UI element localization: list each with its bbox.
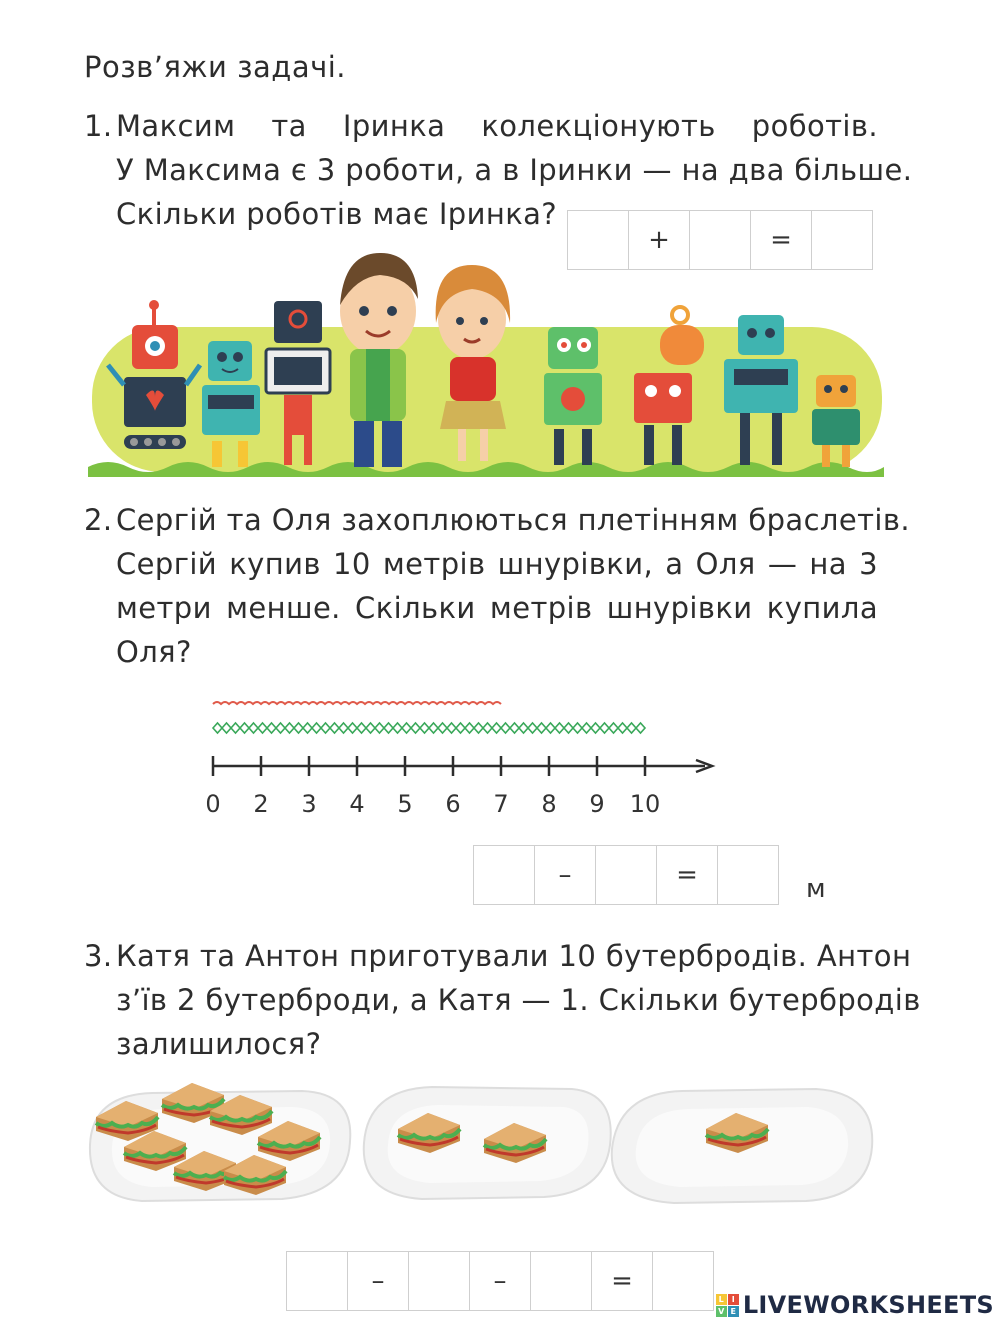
braid-link [267, 723, 276, 733]
braid-link [555, 723, 564, 733]
braid-link [573, 723, 582, 733]
braid-link [294, 723, 303, 733]
braid-link [240, 723, 249, 733]
task-2-answer-box-1[interactable] [473, 845, 535, 905]
page-heading: Розв’яжи задачі. [84, 50, 347, 84]
task-3-equals-sign: = [591, 1251, 653, 1311]
task-2-answer-box-2[interactable] [595, 845, 657, 905]
number-line-label: 3 [301, 790, 317, 818]
task-3-number: 3. [84, 939, 113, 973]
braid-link [483, 723, 492, 733]
task-3-minus-sign-1: – [347, 1251, 409, 1311]
braid-link [384, 723, 393, 733]
task-3-answer-box-2[interactable] [408, 1251, 470, 1311]
braid-link [339, 723, 348, 733]
braid-link [393, 723, 402, 733]
braid-link [564, 723, 573, 733]
sandwich-plates-illustration [82, 1075, 882, 1215]
braid-link [411, 723, 420, 733]
task-2-line-1: Сергій та Оля захоплюються плетінням браслетів. [116, 503, 910, 537]
plate-2 [364, 1087, 611, 1199]
braid-link [276, 723, 285, 733]
braid-link [609, 723, 618, 733]
olya-cord-wave [213, 702, 501, 704]
task-3-minus-sign-2: – [469, 1251, 531, 1311]
robots-illustration [88, 245, 884, 477]
braid-link [591, 723, 600, 733]
braid-link [375, 723, 384, 733]
braid-link [429, 723, 438, 733]
braid-link [402, 723, 411, 733]
number-line-label: 2 [253, 790, 269, 818]
liveworksheets-logo-icon: L I V E [716, 1294, 739, 1317]
sergiy-cord-braid [213, 723, 645, 733]
number-line-label: 9 [589, 790, 605, 818]
braid-link [528, 723, 537, 733]
braid-link [582, 723, 591, 733]
task-2 [84, 498, 910, 678]
task-2-number: 2. [84, 503, 113, 537]
task-1-plus-sign: + [628, 210, 690, 270]
task-2-line-2: Сергій купив 10 метрів шнурівки, а Оля — на 3 [116, 547, 878, 581]
braid-link [501, 723, 510, 733]
braid-link [447, 723, 456, 733]
braid-link [348, 723, 357, 733]
task-2-line-4: Оля? [116, 635, 192, 669]
task-2-unit: м [806, 874, 826, 904]
task-2-answer-row [473, 845, 779, 905]
braid-link [510, 723, 519, 733]
number-line-label: 6 [445, 790, 461, 818]
braid-link [303, 723, 312, 733]
number-line-label: 8 [541, 790, 557, 818]
braid-link [357, 723, 366, 733]
task-3-answer-box-3[interactable] [530, 1251, 592, 1311]
task-2-answer-box-3[interactable] [717, 845, 779, 905]
braid-link [636, 723, 645, 733]
task-3 [84, 934, 921, 1074]
task-2-minus-sign: – [534, 845, 596, 905]
liveworksheets-brand[interactable] [716, 1291, 994, 1319]
braid-link [366, 723, 375, 733]
number-line-labels [200, 790, 730, 822]
braid-link [249, 723, 258, 733]
braid-link [465, 723, 474, 733]
braid-link [231, 723, 240, 733]
braid-link [330, 723, 339, 733]
number-line-label: 7 [493, 790, 509, 818]
liveworksheets-wordmark: LIVEWORKSHEETS [742, 1291, 994, 1319]
task-3-answer-row [286, 1251, 714, 1311]
number-line-label: 5 [397, 790, 413, 818]
braid-link [456, 723, 465, 733]
task-2-line-3: метри менше. Скільки метрів шнурівки купила [116, 591, 878, 625]
braid-link [537, 723, 546, 733]
braid-link [474, 723, 483, 733]
task-1-equals-sign: = [750, 210, 812, 270]
task-1-line-3: Скільки роботів має Іринка? [116, 197, 558, 231]
braid-link [618, 723, 627, 733]
number-line-label: 10 [629, 790, 661, 818]
task-1-line-1: Максим та Іринка колекціонують роботів. [116, 109, 878, 143]
task-3-line-3: залишилося? [116, 1027, 322, 1061]
braid-link [546, 723, 555, 733]
braid-link [285, 723, 294, 733]
task-2-equals-sign: = [656, 845, 718, 905]
number-line-label: 0 [205, 790, 221, 818]
task-3-line-2: з’їв 2 бутерброди, а Катя — 1. Скільки бутербродів [116, 983, 921, 1017]
braid-link [222, 723, 231, 733]
task-3-answer-box-1[interactable] [286, 1251, 348, 1311]
task-3-line-1: Катя та Антон приготували 10 бутербродів. Антон [116, 939, 912, 973]
braid-link [213, 723, 222, 733]
braid-link [600, 723, 609, 733]
braid-link [312, 723, 321, 733]
plate-1 [90, 1083, 350, 1201]
braid-link [438, 723, 447, 733]
braid-link [519, 723, 528, 733]
braid-link [492, 723, 501, 733]
braid-link [627, 723, 636, 733]
plate-3 [612, 1089, 872, 1203]
task-3-answer-box-4[interactable] [652, 1251, 714, 1311]
number-line-diagram [200, 690, 730, 790]
braid-link [420, 723, 429, 733]
task-1-number: 1. [84, 109, 113, 143]
task-1-line-2: У Максима є 3 роботи, а в Іринки — на два більше. [116, 153, 913, 187]
number-line-label: 4 [349, 790, 365, 818]
braid-link [321, 723, 330, 733]
braid-link [258, 723, 267, 733]
